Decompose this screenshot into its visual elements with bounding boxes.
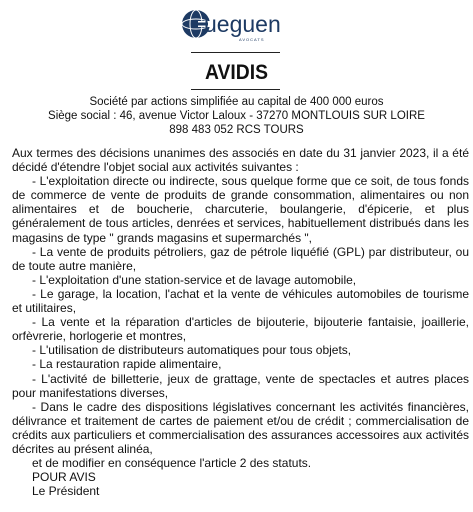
logo-wordmark: ueguen [204,11,281,37]
activity-item: - L'exploitation directe ou indirecte, sous quelque forme que ce soit, de tous fonds de commerce de vente de produits de grande consommation, alimentaires ou non alimentaires et de boucherie, charcuterie, boulangerie, d'épicerie, et plus généralement de tous articles, denrées et services, habituellement distribués dans les magasins de type " grands magasins et supermarchés ", [12,174,469,245]
header-rcs: 898 483 052 RCS TOURS [169,124,304,136]
activity-item: - Dans le cadre des dispositions législatives concernant les activités financières, délivrance et traitement de cartes de paiement et/ou de crédit ; commercialisation de crédits aux particuliers et commercialisation des assurances accessoires aux activités décrites au présent alinéa, [12,399,469,456]
header-capital: Société par actions simplifiée au capital de 400 000 euros [89,96,384,108]
header-address: Siège social : 46, avenue Victor Laloux - 37270 MONTLOUIS SUR LOIRE [48,110,425,122]
logo-subtext: AVOCATS [239,37,265,42]
activity-item: - La vente de produits pétroliers, gaz de pétrole liquéfié (GPL) par distributeur, ou de toute autre manière, [12,244,469,273]
intro-paragraph: Aux termes des décisions unanimes des associés en date du 31 janvier 2023, il a été décidé d'étendre l'objet social aux activités suivantes : [12,146,469,175]
activity-item: - L'exploitation d'une station-service et de lavage automobile, [32,272,357,287]
closing-signatory: Le Président [32,484,100,499]
gueguen-logo [181,6,291,46]
title-rule-top [191,52,280,53]
title-rule-bottom [191,89,280,90]
activity-item: - L'activité de billetterie, jeux de grattage, vente de spectacles et autres places pour manifestations diverses, [12,371,469,400]
company-name: AVIDIS [205,61,268,84]
activity-item: - L'utilisation de distributeurs automatiques pour tous objets, [32,343,352,358]
activity-item: - La restauration rapide alimentaire, [32,357,222,372]
closing-statutes: et de modifier en conséquence l'article 2 des statuts. [32,456,312,471]
notice-body [12,146,469,498]
closing-pour-avis: POUR AVIS [32,470,96,485]
activity-item: - Le garage, la location, l'achat et la vente de véhicules automobiles de tourisme et utilitaires, [12,286,469,316]
activity-item: - La vente et la réparation d'articles de bijouterie, bijouterie fantaisie, joaillerie, orfèvrerie, horlogerie et montres, [12,315,469,344]
